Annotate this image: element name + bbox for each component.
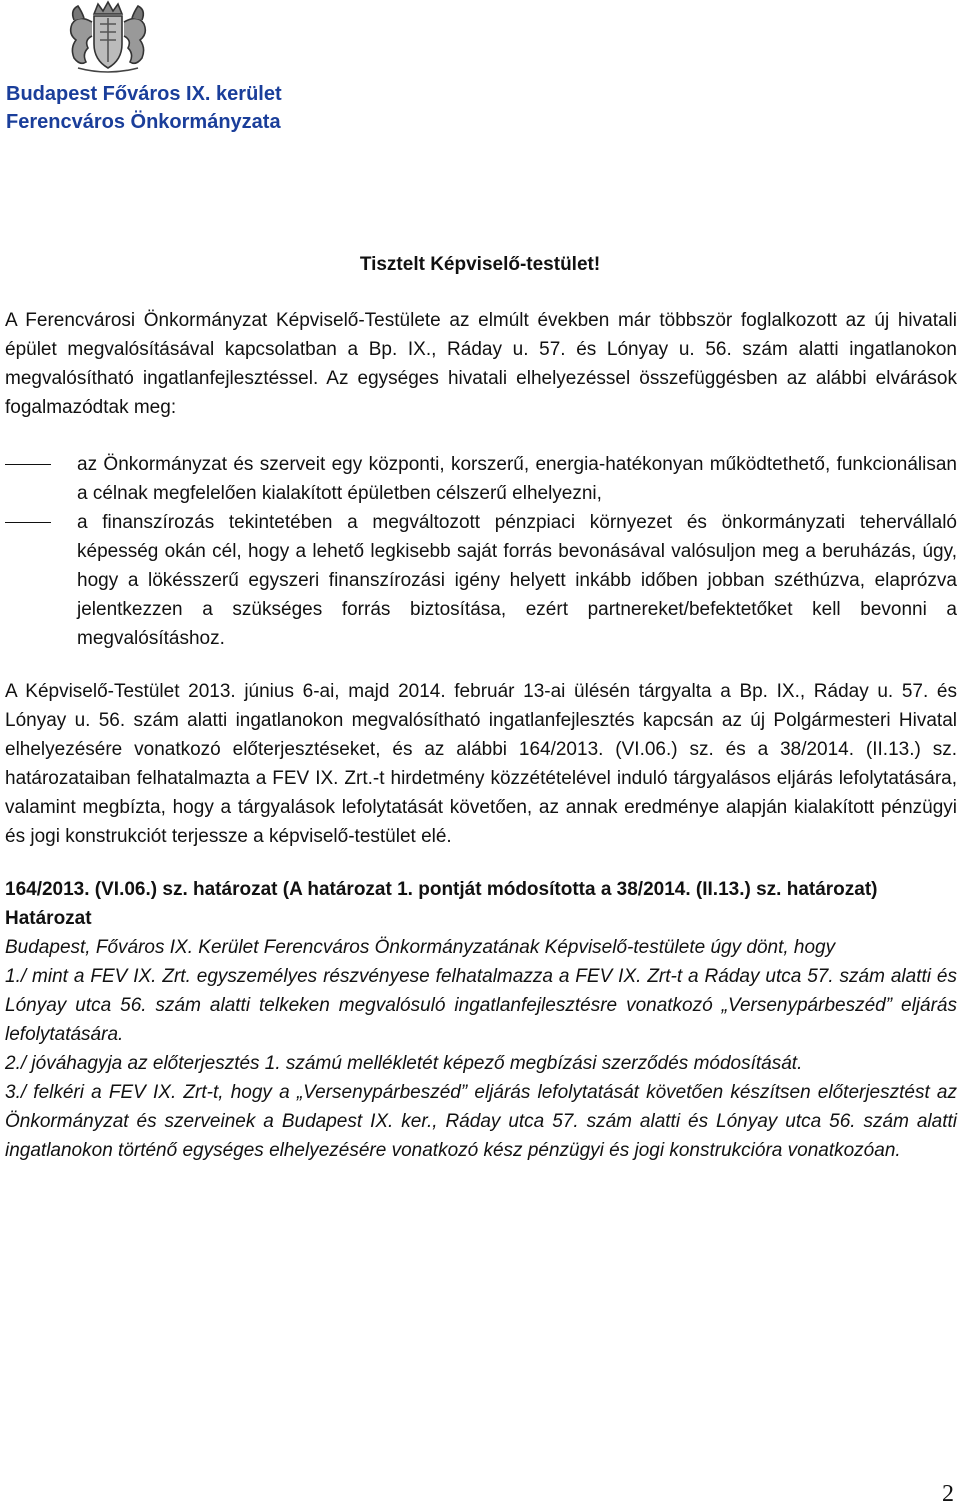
dash-bullet-icon: [5, 464, 51, 465]
intro-paragraph: A Ferencvárosi Önkormányzat Képviselő-Testülete az elmúlt években már többször foglalkozott az új hivatali épület megvalósításával kapcsolatban a Bp. IX., Ráday u. 57. és Lónyay u. 56. szám alatti ingatlanokon megvalósítható ingatlanfejlesztéssel. Az egységes hivatali elhelyezéssel összefüggésben az alábbi elvárások fogalmazódtak meg:: [5, 310, 957, 418]
resolution-title: 164/2013. (VI.06.) sz. határozat (A határozat 1. pontját módosította a 38/2014. (II.13.) sz. határozat): [5, 879, 878, 900]
resolution-point-2: 2./ jóváhagyja az előterjesztés 1. számú mellékletét képező megbízási szerződés módosítását.: [5, 1053, 803, 1074]
resolution-point-3: 3./ felkéri a FEV IX. Zrt-t, hogy a „Versenypárbeszéd” eljárás lefolytatását követően készítsen előterjesztést az Önkormányzat és szerveinek a Budapest IX. ker., Ráday utca 57. szám alatti és Lónyay utca 56. szám alatti ingatlanokon történő egységes elhelyezésére vonatkozó kész pénzügyi és jogi konstrukcióra vonatkozóan.: [5, 1082, 957, 1161]
requirement-text: az Önkormányzat és szerveit egy központi, korszerű, energia-hatékonyan működtethető, funkcionálisan a célnak megfelelően kialakított épületben célszerű elhelyezni,: [77, 454, 957, 504]
resolution-lead: Budapest, Főváros IX. Kerület Ferencváros Önkormányzatának Képviselő-testülete úgy dönt, hogy: [5, 937, 836, 958]
decision-intro-paragraph: A Képviselő-Testület 2013. június 6-ai, majd 2014. február 13-ai ülésén tárgyalta a Bp. IX., Ráday u. 57. és Lónyay u. 56. szám alatti ingatlanokon megvalósítható ingatlanfejlesztés kapcsán az új Polgármesteri Hivatal elhelyezésére vonatkozó előterjesztéseket, és az alábbi 164/2013. (VI.06.) sz. és a 38/2014. (II.13.) sz. határozataiban felhatalmazta a FEV IX. Zrt.-t hirdetmény közzétételével induló tárgyalásos eljárás lefolytatására, valamint megbízta, hogy a tárgyalások lefolytatását követően, az annak eredménye alapján kialakított pénzügyi és jogi konstrukciót terjessze a képviselő-testület elé.: [5, 681, 957, 847]
requirement-item: [5, 508, 957, 653]
header-line-1: Budapest Főváros IX. kerület: [6, 83, 282, 105]
document-body: [5, 306, 957, 1165]
page-number: 2: [942, 1481, 954, 1507]
resolution-point-1: 1./ mint a FEV IX. Zrt. egyszemélyes részvényese felhatalmazza a FEV IX. Zrt-t a Ráday utca 57. szám alatti és Lónyay utca 56. szám alatti telkeken megvalósuló ingatlanfejlesztésre vonatkozó „Versenypárbeszéd” eljárás lefolytatására.: [5, 966, 957, 1045]
requirement-text: a finanszírozás tekintetében a megváltozott pénzpiaci környezet és önkormányzati tehervállaló képesség okán cél, hogy a lehető legkisebb saját forrás bevonásával valósuljon meg a beruházás, úgy, hogy a lökésszerű egyszeri finanszírozási igény helyett inkább időben jobban széthúzva, elaprózva jelentkezzen a szükséges forrás biztosítása, ezért partnereket/befektetőket kell bevonni a megvalósításhoz.: [77, 512, 957, 649]
salutation: Tisztelt Képviselő-testület!: [359, 254, 601, 275]
requirement-item: [5, 450, 957, 508]
resolution-label: Határozat: [5, 908, 92, 929]
municipality-header: [6, 80, 282, 136]
dash-bullet-icon: [5, 522, 51, 523]
requirements-list: [5, 450, 957, 653]
coat-of-arms-logo: [64, 0, 152, 74]
header-line-2: Ferencváros Önkormányzata: [6, 111, 281, 133]
